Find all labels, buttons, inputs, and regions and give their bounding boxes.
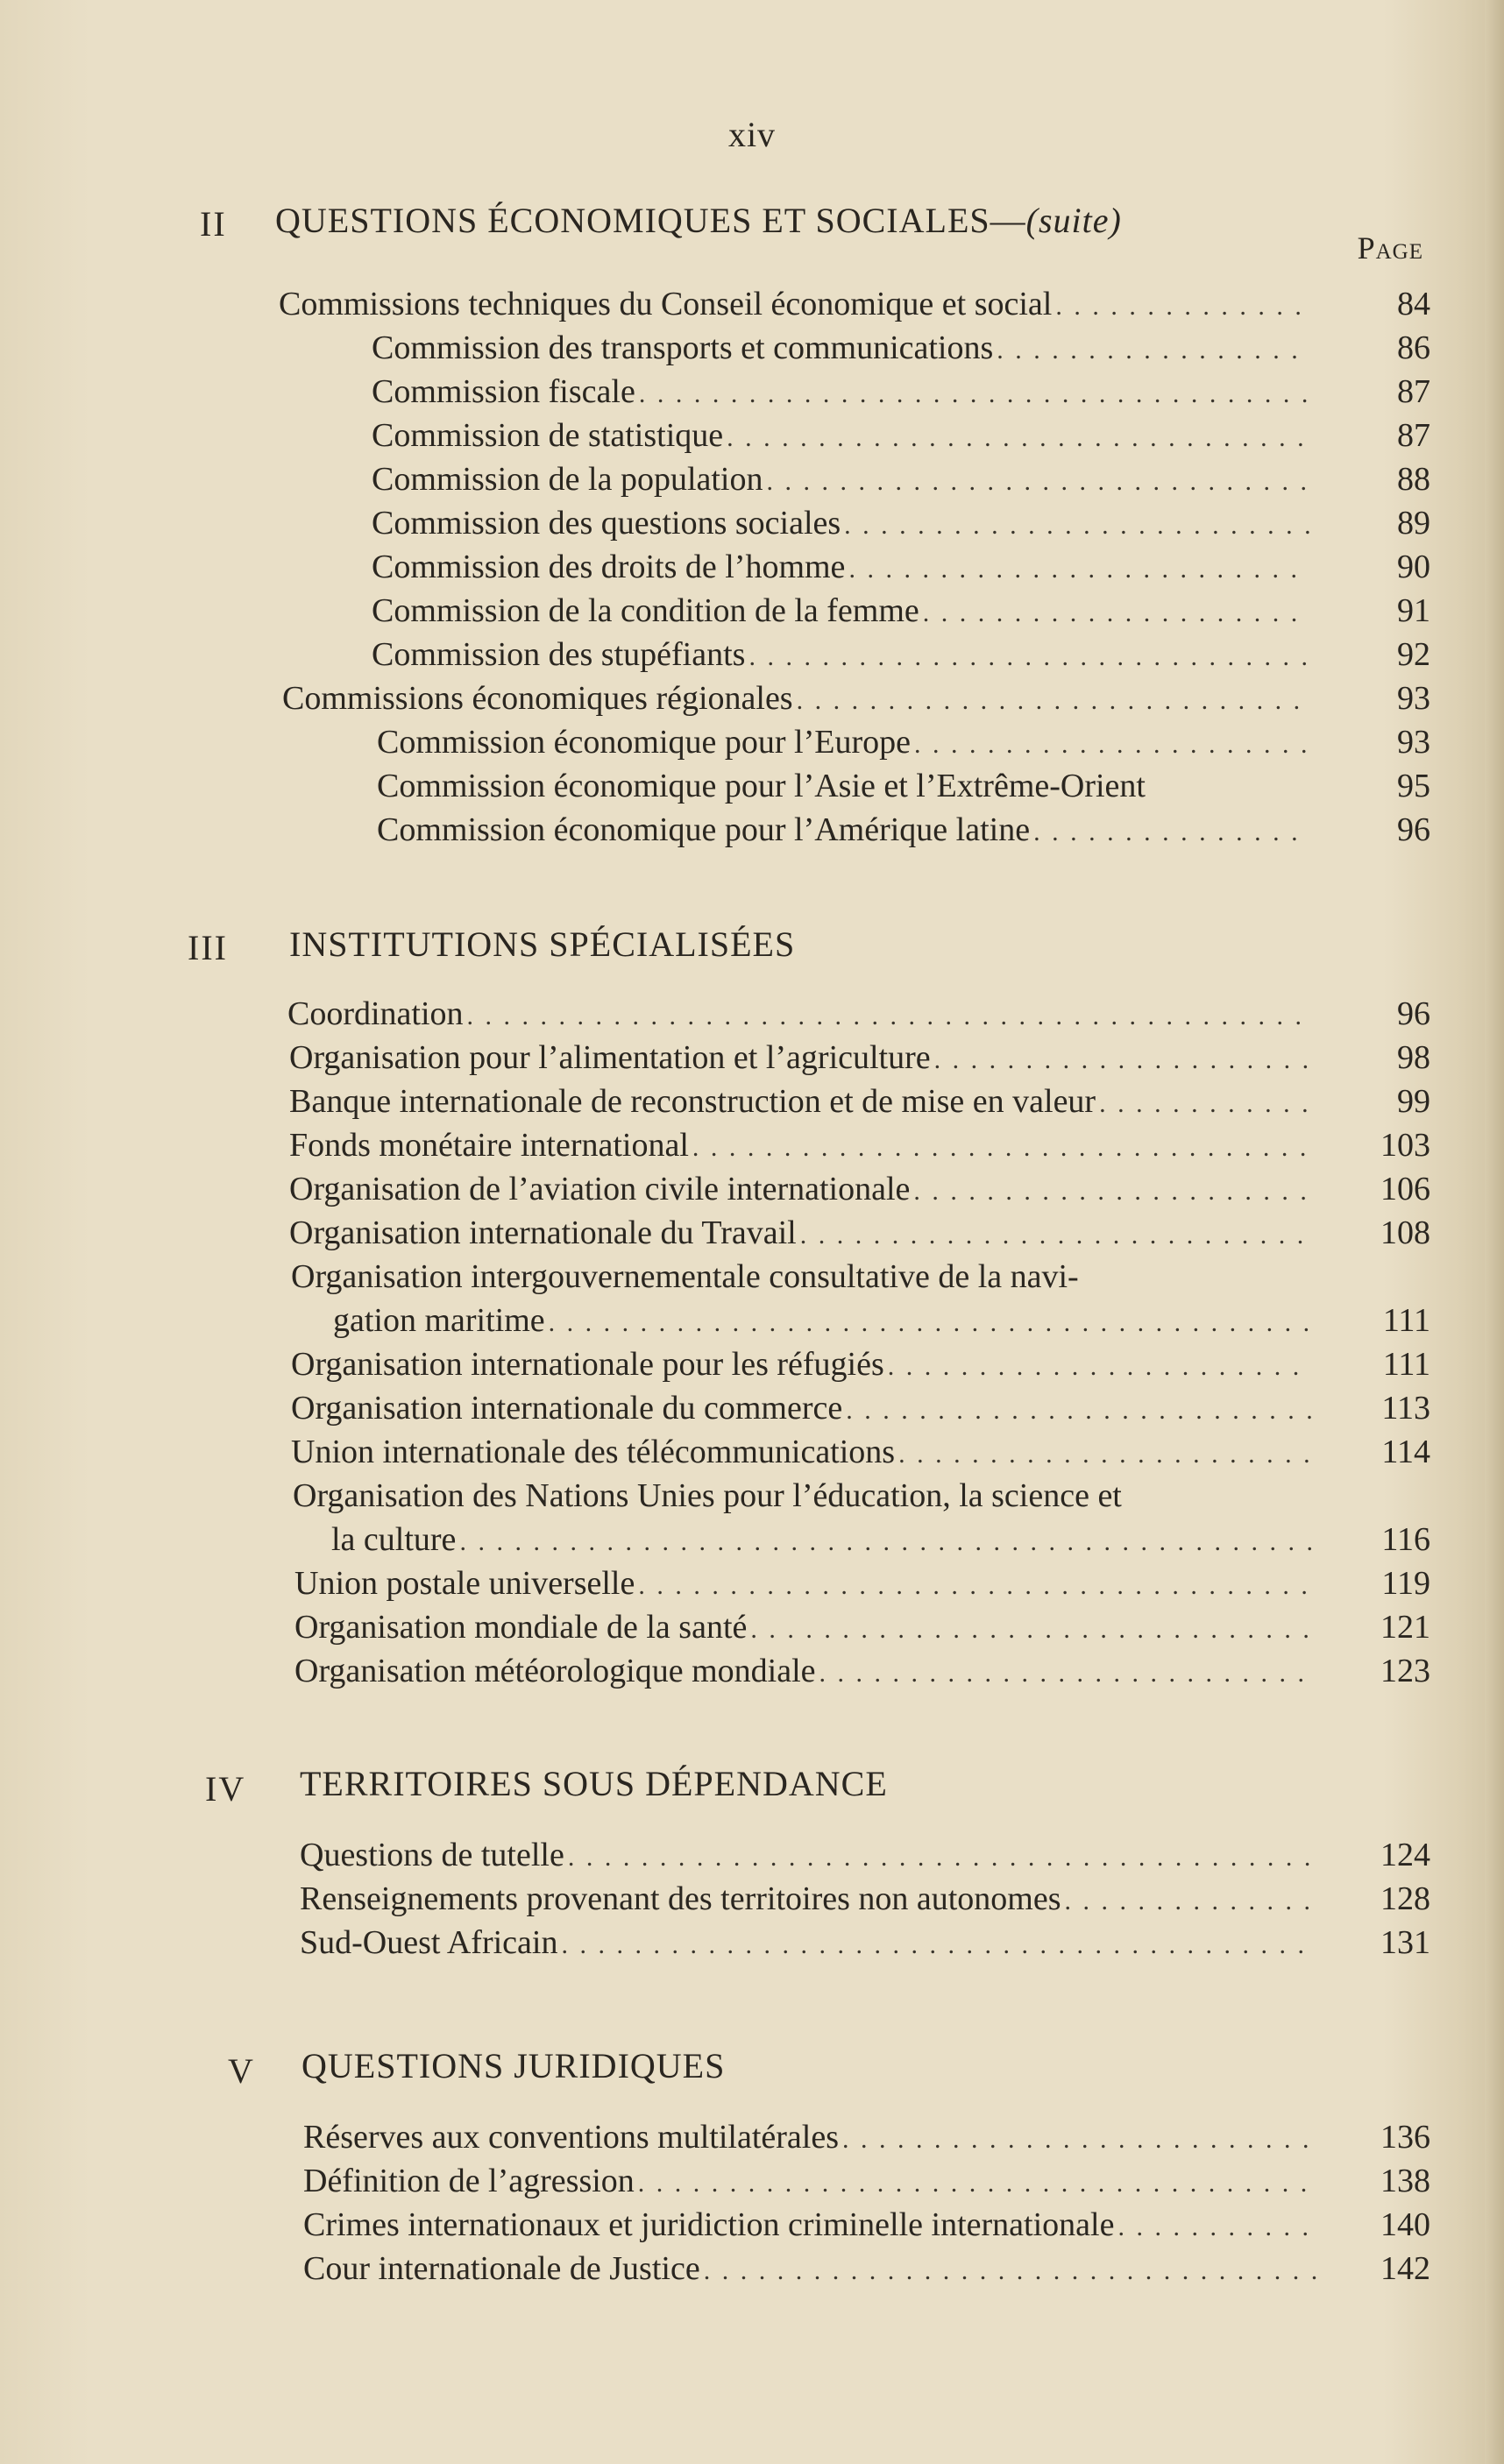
toc-entry[interactable]: Définition de l’agression . . . bbox=[303, 2159, 1322, 2203]
toc-entry[interactable]: Organisation mondiale de la santé . . . bbox=[294, 1605, 1316, 1649]
section-title: QUESTIONS ÉCONOMIQUES ET SOCIALES—(suite) bbox=[275, 201, 1122, 240]
toc-page-number: 88 bbox=[1397, 461, 1430, 498]
toc-entry[interactable]: Organisation internationale pour les réfugiés . . . bbox=[291, 1342, 1315, 1386]
toc-page-number: 103 bbox=[1380, 1127, 1430, 1164]
section-roman: V bbox=[228, 2051, 255, 2091]
toc-page-number: 111 bbox=[1382, 1302, 1430, 1339]
toc-page-number: 92 bbox=[1397, 636, 1430, 673]
toc-entry[interactable]: Union internationale des télécommunications . . . bbox=[291, 1430, 1315, 1474]
page-number: xiv bbox=[727, 115, 777, 154]
toc-entry[interactable]: Questions de tutelle . . . bbox=[300, 1833, 1320, 1877]
toc-page-number: 111 bbox=[1382, 1346, 1430, 1383]
section-roman: II bbox=[200, 204, 227, 244]
toc-entry[interactable]: Organisation de l’aviation civile internationale . . . bbox=[289, 1167, 1313, 1211]
toc-entry-line: Organisation intergouvernementale consultative de la navi- bbox=[291, 1258, 1079, 1295]
toc-entry[interactable]: Renseignements provenant des territoires non autonomes . . . bbox=[300, 1877, 1320, 1921]
toc-entry[interactable]: la culture . . . bbox=[331, 1518, 1316, 1561]
toc-entry[interactable]: Organisation pour l’alimentation et l’agriculture . . . bbox=[289, 1036, 1313, 1080]
page-edge-shadow bbox=[1485, 0, 1504, 2464]
toc-page-number: 87 bbox=[1397, 417, 1430, 454]
toc-entry[interactable]: Organisation internationale du Travail . . . bbox=[289, 1211, 1313, 1255]
toc-page-number: 91 bbox=[1397, 592, 1430, 629]
section-title-suffix: (suite) bbox=[1025, 201, 1122, 240]
toc-page-number: 95 bbox=[1397, 768, 1430, 804]
toc-entry[interactable]: Commission de la condition de la femme . . . bbox=[372, 589, 1313, 633]
toc-page-number: 138 bbox=[1380, 2163, 1430, 2199]
section-title: INSTITUTIONS SPÉCIALISÉES bbox=[289, 924, 796, 964]
toc-page-number: 121 bbox=[1380, 1609, 1430, 1646]
toc-entry[interactable]: Commission fiscale . . . bbox=[372, 370, 1313, 414]
page-column-heading: Page bbox=[1357, 230, 1423, 266]
toc-entry[interactable]: Commission de statistique . . . bbox=[372, 414, 1313, 457]
toc-entry[interactable]: Réserves aux conventions multilatérales . . . bbox=[303, 2115, 1322, 2159]
toc-entry[interactable]: Commissions techniques du Conseil économique et social . . . bbox=[279, 282, 1313, 326]
toc-page-number: 142 bbox=[1380, 2250, 1430, 2287]
toc-page-number: 99 bbox=[1397, 1083, 1430, 1120]
toc-page-number: 93 bbox=[1397, 724, 1430, 761]
section-title: TERRITOIRES SOUS DÉPENDANCE bbox=[300, 1764, 888, 1803]
toc-entry[interactable]: Commission économique pour l’Asie et l’Extrême-Orient bbox=[377, 768, 1146, 804]
toc-page-number: 116 bbox=[1381, 1521, 1430, 1558]
toc-entry[interactable]: Commission de la population . . . bbox=[372, 457, 1313, 501]
toc-page-number: 124 bbox=[1380, 1837, 1430, 1873]
toc-page-number: 113 bbox=[1381, 1390, 1430, 1427]
toc-entry[interactable]: Commission des droits de l’homme . . . bbox=[372, 545, 1313, 589]
toc-entry[interactable]: Cour internationale de Justice . . . bbox=[303, 2247, 1322, 2291]
toc-entry[interactable]: Organisation internationale du commerce . . . bbox=[291, 1386, 1315, 1430]
toc-page-number: 140 bbox=[1380, 2206, 1430, 2243]
toc-entry[interactable]: Commission des stupéfiants . . . bbox=[372, 633, 1313, 676]
toc-entry[interactable]: Banque internationale de reconstruction et de mise en valeur . . . bbox=[289, 1080, 1313, 1123]
toc-page-number: 128 bbox=[1380, 1880, 1430, 1917]
toc-entry[interactable]: Commission économique pour l’Europe . . . bbox=[377, 720, 1313, 764]
toc-entry[interactable]: gation maritime . . . bbox=[333, 1299, 1315, 1342]
toc-entry[interactable]: Commission économique pour l’Amérique latine . . . bbox=[377, 808, 1313, 852]
toc-page-number: 131 bbox=[1380, 1924, 1430, 1961]
toc-entry[interactable]: Crimes internationaux et juridiction criminelle internationale . . . bbox=[303, 2203, 1322, 2247]
toc-page-number: 123 bbox=[1380, 1653, 1430, 1689]
section-roman: IV bbox=[205, 1769, 246, 1809]
toc-entry[interactable]: Commissions économiques régionales . . . bbox=[282, 676, 1313, 720]
toc-entry[interactable]: Commission des transports et communications . . . bbox=[372, 326, 1313, 370]
section-title: QUESTIONS JURIDIQUES bbox=[302, 2046, 726, 2085]
toc-entry[interactable]: Union postale universelle . . . bbox=[294, 1561, 1316, 1605]
toc-page-number: 93 bbox=[1397, 680, 1430, 717]
toc-page-number: 86 bbox=[1397, 329, 1430, 366]
toc-page-number: 114 bbox=[1381, 1434, 1430, 1470]
toc-entry[interactable]: Coordination . . . bbox=[287, 992, 1313, 1036]
toc-page-number: 90 bbox=[1397, 549, 1430, 585]
toc-page-number: 106 bbox=[1380, 1171, 1430, 1207]
toc-page-number: 119 bbox=[1381, 1565, 1430, 1602]
toc-entry[interactable]: Commission des questions sociales . . . bbox=[372, 501, 1313, 545]
toc-page-number: 84 bbox=[1397, 286, 1430, 322]
toc-page-number: 87 bbox=[1397, 373, 1430, 410]
section-roman: III bbox=[188, 928, 228, 967]
toc-page-number: 108 bbox=[1380, 1214, 1430, 1251]
toc-entry-line: Organisation des Nations Unies pour l’éducation, la science et bbox=[293, 1477, 1122, 1514]
toc-entry[interactable]: Organisation météorologique mondiale . . . bbox=[294, 1649, 1316, 1693]
toc-entry[interactable]: Fonds monétaire international . . . bbox=[289, 1123, 1313, 1167]
toc-page-number: 96 bbox=[1397, 811, 1430, 848]
toc-entry[interactable]: Sud-Ouest Africain . . . bbox=[300, 1921, 1320, 1965]
toc-page-number: 98 bbox=[1397, 1039, 1430, 1076]
toc-page-number: 136 bbox=[1380, 2119, 1430, 2156]
toc-page-number: 89 bbox=[1397, 505, 1430, 542]
toc-page-number: 96 bbox=[1397, 995, 1430, 1032]
